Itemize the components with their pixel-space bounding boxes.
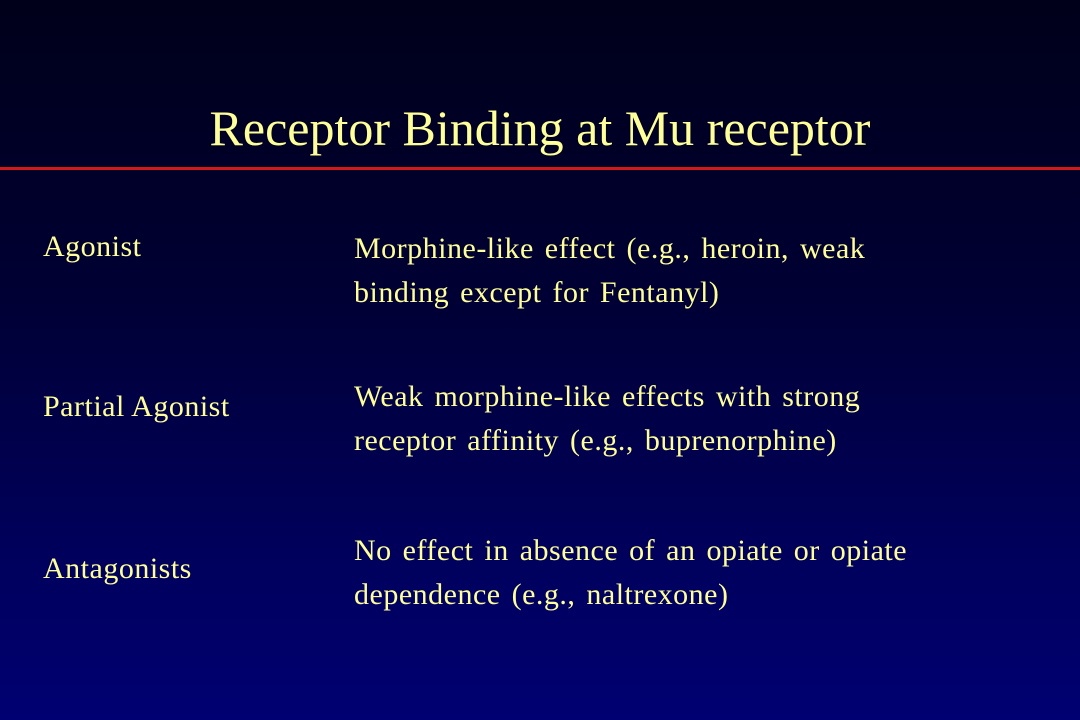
- term-partial-agonist: Partial Agonist: [43, 390, 230, 423]
- term-agonist: Agonist: [43, 230, 142, 263]
- description-partial-agonist: [354, 375, 1054, 463]
- description-line: binding except for Fentanyl): [354, 276, 720, 309]
- title-divider: [0, 167, 1080, 170]
- description-line: No effect in absence of an opiate or opiate: [354, 534, 908, 567]
- slide-title: Receptor Binding at Mu receptor: [209, 100, 871, 156]
- description-line: receptor affinity (e.g., buprenorphine): [354, 424, 837, 457]
- description-line: dependence (e.g., naltrexone): [354, 578, 729, 611]
- description-antagonists: [354, 529, 1054, 617]
- description-line: Morphine-like effect (e.g., heroin, weak: [354, 232, 866, 265]
- term-antagonists: Antagonists: [43, 552, 192, 585]
- description-line: Weak morphine-like effects with strong: [354, 380, 861, 413]
- description-agonist: [354, 227, 1054, 315]
